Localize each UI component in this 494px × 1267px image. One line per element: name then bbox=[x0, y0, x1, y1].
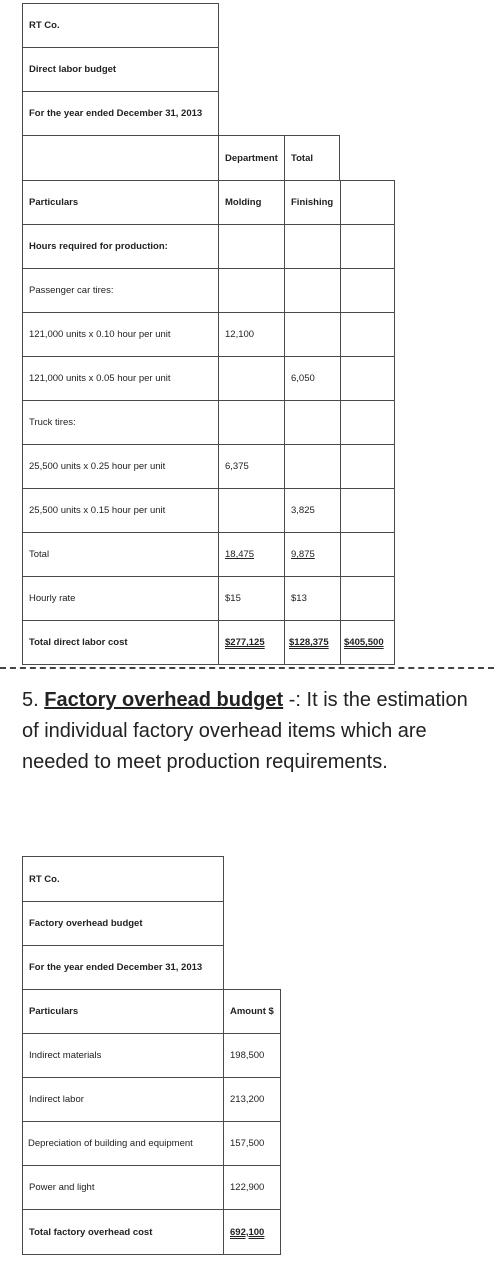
labor-cell bbox=[340, 356, 395, 401]
overhead-col-amount: Amount $ bbox=[223, 989, 281, 1034]
labor-cell bbox=[340, 400, 395, 445]
labor-budget-period: For the year ended December 31, 2013 bbox=[22, 91, 219, 136]
labor-cost-finishing-cell bbox=[284, 620, 341, 665]
labor-cost-molding-cell bbox=[218, 620, 285, 665]
labor-total-finishing: 9,875 bbox=[291, 549, 315, 560]
labor-header-blank bbox=[22, 135, 219, 181]
labor-cell bbox=[218, 488, 285, 533]
section-number: 5. bbox=[22, 689, 39, 711]
labor-cell bbox=[340, 444, 395, 489]
labor-cell bbox=[284, 268, 341, 313]
section-title: Factory overhead budget bbox=[44, 689, 284, 711]
labor-col-molding: Molding bbox=[218, 180, 285, 225]
labor-row-label: 121,000 units x 0.05 hour per unit bbox=[22, 356, 219, 401]
labor-total-finishing-cell bbox=[284, 532, 341, 577]
labor-cell bbox=[284, 312, 341, 357]
labor-cell bbox=[218, 400, 285, 445]
labor-row-label: 121,000 units x 0.10 hour per unit bbox=[22, 312, 219, 357]
labor-budget-title: Direct labor budget bbox=[22, 47, 219, 92]
overhead-item-amount: 157,500 bbox=[223, 1121, 281, 1166]
overhead-item-label: Indirect labor bbox=[22, 1077, 224, 1122]
labor-col-particulars: Particulars bbox=[22, 180, 219, 225]
section-description: It is the estimation of individual factory overhead items which are needed to meet production requirements. bbox=[22, 689, 468, 773]
overhead-item-label: Power and light bbox=[22, 1165, 224, 1210]
labor-cell bbox=[340, 312, 395, 357]
labor-cost-label: Total direct labor cost bbox=[22, 620, 219, 665]
overhead-total-amount-cell bbox=[223, 1209, 281, 1255]
section-separator: -: bbox=[283, 689, 301, 711]
labor-total-molding: 18,475 bbox=[225, 549, 255, 560]
overhead-item-label: Indirect materials bbox=[22, 1033, 224, 1078]
labor-header-department: Department bbox=[218, 135, 285, 181]
labor-cell bbox=[218, 224, 285, 269]
labor-row-finishing: 3,825 bbox=[284, 488, 341, 533]
labor-row-label: 25,500 units x 0.25 hour per unit bbox=[22, 444, 219, 489]
overhead-item-amount: 213,200 bbox=[223, 1077, 281, 1122]
overhead-item-label: Depreciation of building and equipment bbox=[22, 1121, 224, 1166]
labor-total-molding-cell bbox=[218, 532, 285, 577]
labor-cost-total: $405,500 bbox=[344, 637, 384, 648]
labor-cost-finishing: $128,375 bbox=[289, 637, 329, 648]
labor-total-label: Total bbox=[22, 532, 219, 577]
labor-cell bbox=[340, 268, 395, 313]
overhead-budget-period: For the year ended December 31, 2013 bbox=[22, 945, 224, 990]
labor-cell bbox=[284, 224, 341, 269]
labor-rate-label: Hourly rate bbox=[22, 576, 219, 621]
labor-truck-heading: Truck tires: bbox=[22, 400, 219, 445]
overhead-item-amount: 122,900 bbox=[223, 1165, 281, 1210]
labor-cell bbox=[340, 576, 395, 621]
labor-col-total bbox=[340, 180, 395, 225]
labor-hours-heading: Hours required for production: bbox=[22, 224, 219, 269]
labor-cost-total-cell bbox=[340, 620, 395, 665]
labor-header-total: Total bbox=[284, 135, 340, 181]
labor-cell bbox=[218, 268, 285, 313]
labor-passenger-heading: Passenger car tires: bbox=[22, 268, 219, 313]
labor-cell bbox=[284, 400, 341, 445]
overhead-total-amount: 692,100 bbox=[230, 1226, 265, 1238]
labor-cell bbox=[340, 224, 395, 269]
overhead-section-heading bbox=[22, 685, 484, 778]
labor-row-molding: 12,100 bbox=[218, 312, 285, 357]
labor-cell bbox=[218, 356, 285, 401]
overhead-company-name: RT Co. bbox=[22, 856, 224, 902]
labor-row-finishing: 6,050 bbox=[284, 356, 341, 401]
labor-cell bbox=[340, 488, 395, 533]
labor-col-finishing: Finishing bbox=[284, 180, 341, 225]
overhead-col-particulars: Particulars bbox=[22, 989, 224, 1034]
labor-rate-molding: $15 bbox=[218, 576, 285, 621]
labor-cell bbox=[284, 444, 341, 489]
labor-rate-finishing: $13 bbox=[284, 576, 341, 621]
section-divider bbox=[0, 667, 494, 669]
overhead-total-label: Total factory overhead cost bbox=[22, 1209, 224, 1255]
overhead-item-amount: 198,500 bbox=[223, 1033, 281, 1078]
labor-company-name: RT Co. bbox=[22, 3, 219, 48]
labor-cell bbox=[340, 532, 395, 577]
labor-row-label: 25,500 units x 0.15 hour per unit bbox=[22, 488, 219, 533]
labor-row-molding: 6,375 bbox=[218, 444, 285, 489]
labor-cost-molding: $277,125 bbox=[225, 637, 265, 648]
overhead-budget-title: Factory overhead budget bbox=[22, 901, 224, 946]
